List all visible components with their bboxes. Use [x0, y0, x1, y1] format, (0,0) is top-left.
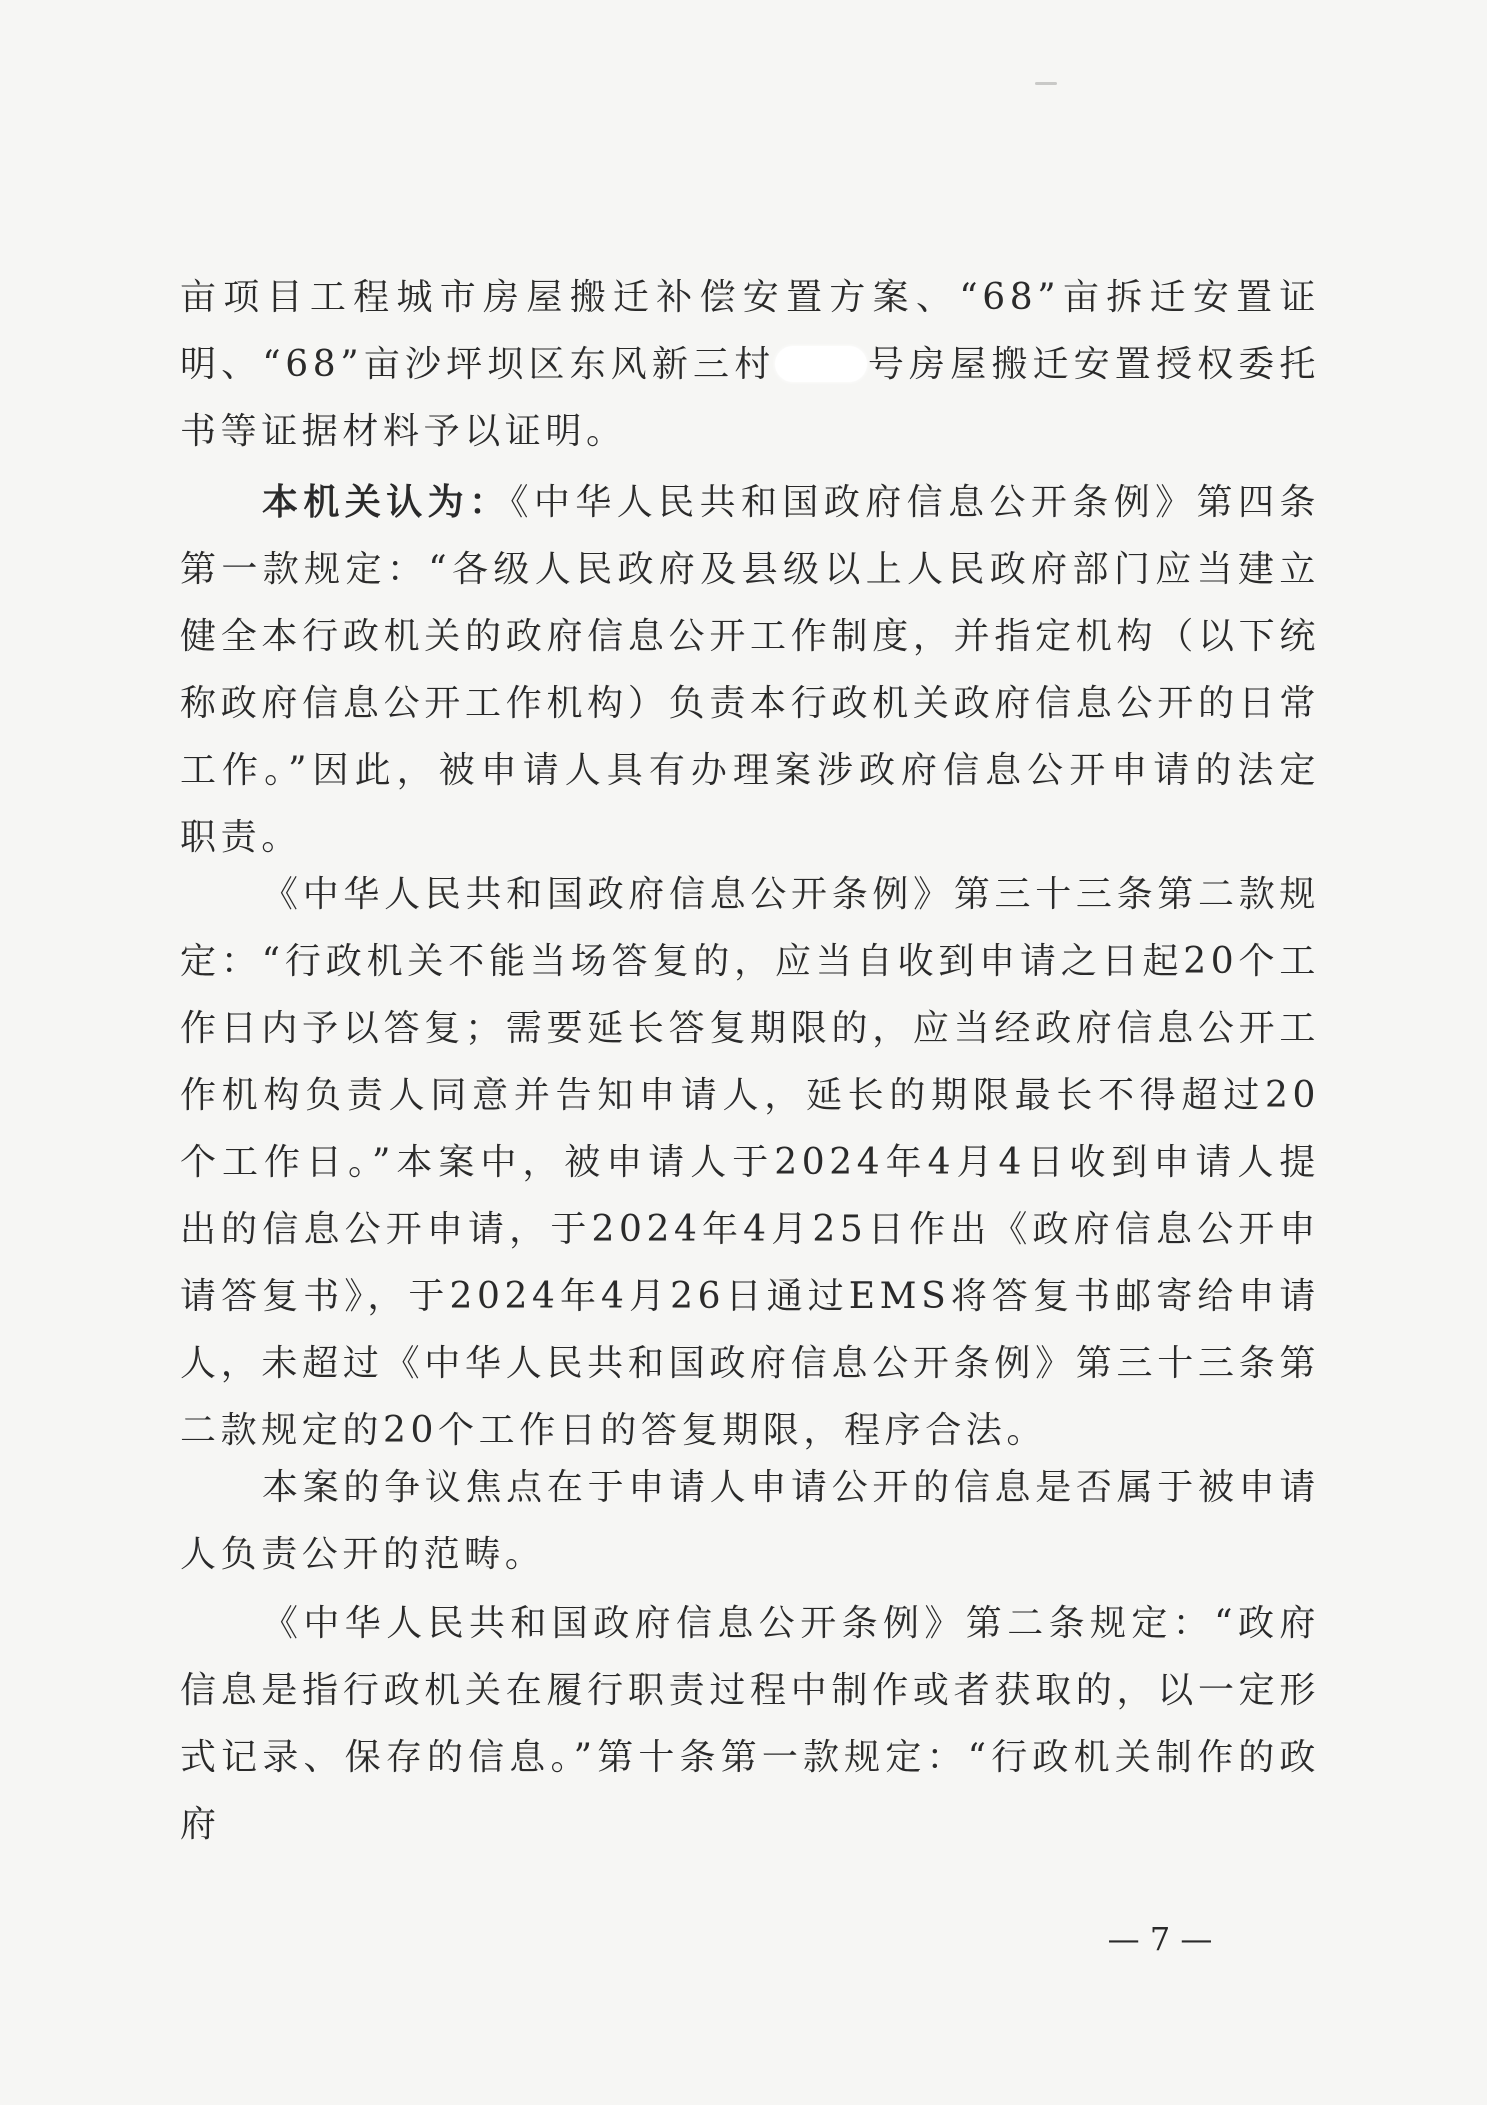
paragraph-evidence-before: 亩项目工程城市房屋搬迁补偿安置方案、“68”亩拆迁安置证明、“68”亩沙坪坝区东风新三村 — [180, 277, 1320, 385]
scan-mark — [1035, 82, 1057, 85]
paragraph-evidence — [180, 264, 1320, 465]
paragraph-regulation-definition: 《中华人民共和国政府信息公开条例》第二条规定：“政府信息是指行政机关在履行职责过程中制作或者获取的，以一定形式记录、保存的信息。”第十条第一款规定：“行政机关制作的政府 — [180, 1603, 1320, 1845]
page-number: — 7 — — [1107, 1920, 1213, 1958]
redaction-mark — [775, 346, 867, 382]
paragraph-authority-text: 《中华人民共和国政府信息公开条例》第四条第一款规定：“各级人民政府及县级以上人民政府部门应当建立健全本行政机关的政府信息公开工作制度，并指定机构（以下统称政府信息公开工作机构）负责本行政机关政府信息公开的日常工作。”因此，被申请人具有办理案涉政府信息公开申请的法定职责。 — [180, 482, 1320, 858]
paragraph-lead-heading: 本机关认为： — [262, 482, 511, 523]
paragraph-authority-opinion — [180, 469, 1320, 871]
paragraph-procedure: 《中华人民共和国政府信息公开条例》第三十三条第二款规定：“行政机关不能当场答复的，应当自收到申请之日起20个工作日内予以答复；需要延长答复期限的，应当经政府信息公开工作机构负责人同意并告知申请人，延长的期限最长不得超过20个工作日。”本案中，被申请人于2024年4月4日收到申请人提出的信息公开申请，于2024年4月25日作出《政府信息公开申请答复书》，于2024年4月26日通过EMS将答复书邮寄给申请人，未超过《中华人民共和国政府信息公开条例》第三十三条第二款规定的20个工作日的答复期限，程序合法。 — [180, 874, 1320, 1451]
paragraph-dispute-focus: 本案的争议焦点在于申请人申请公开的信息是否属于被申请人负责公开的范畴。 — [180, 1467, 1320, 1575]
paragraph-evidence-after: 号房屋搬迁安置授权委托书等证据材料予以证明。 — [180, 344, 1320, 452]
